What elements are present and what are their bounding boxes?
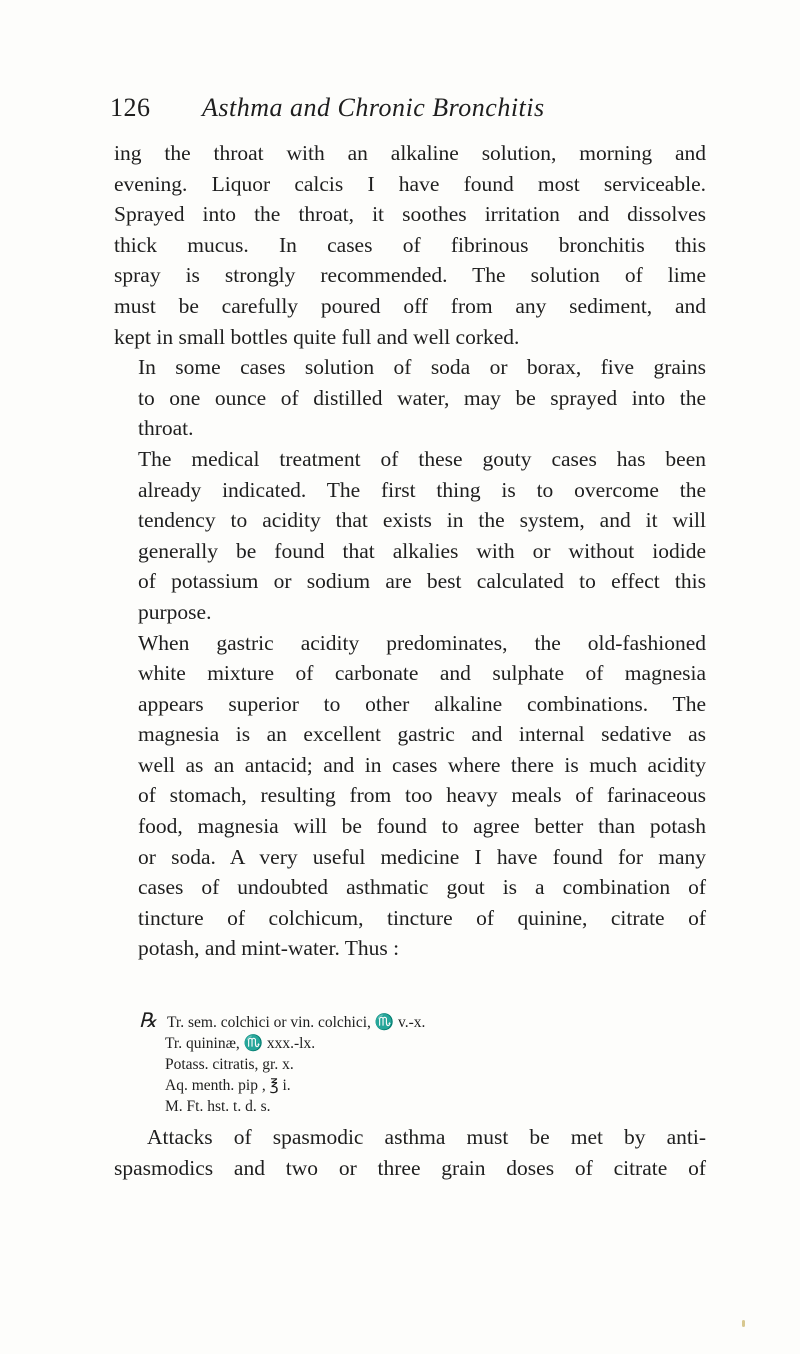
text-line: appears superior to other alkaline combinations. The [138, 691, 706, 716]
paragraph [114, 138, 706, 352]
text-line: purpose. [138, 599, 212, 624]
text-line: cases of undoubted asthmatic gout is a combination of [138, 875, 706, 900]
text-line: tincture of colchicum, tincture of quinine, citrate of [138, 905, 706, 930]
text-line: magnesia is an excellent gastric and internal sedative as [138, 722, 706, 747]
text-line: white mixture of carbonate and sulphate of magnesia [138, 661, 706, 686]
running-head [110, 90, 710, 126]
text-line: of potassium or sodium are best calculated to effect this [138, 569, 706, 594]
text-line: Sprayed into the throat, it soothes irritation and dissolves [114, 202, 706, 227]
paper-speck [742, 1320, 745, 1327]
text-line: spray is strongly recommended. The solution of lime [114, 263, 706, 288]
page-number: 126 [110, 93, 151, 122]
text-line: kept in small bottles quite full and well corked. [114, 324, 520, 349]
text-line: food, magnesia will be found to agree better than potash [138, 814, 706, 839]
recipe-symbol: ℞ [139, 1010, 157, 1032]
prescription [139, 1010, 685, 1117]
paragraph [114, 628, 706, 965]
text-line: tendency to acidity that exists in the system, and it will [138, 508, 706, 533]
text-line: ing the throat with an alkaline solution, morning and [114, 141, 706, 165]
closing-paragraph [114, 1122, 706, 1183]
text-line: When gastric acidity predominates, the old-fashioned [138, 630, 706, 655]
text-line: well as an antacid; and in cases where there is much acidity [138, 752, 706, 777]
text-line: must be carefully poured off from any sediment, and [114, 293, 706, 318]
prescription-line: Potass. citratis, gr. x. [165, 1056, 294, 1073]
paragraph [114, 444, 706, 628]
prescription-line: Aq. menth. pip , ℥ i. [165, 1077, 291, 1094]
text-line: thick mucus. In cases of fibrinous bronchitis this [114, 232, 706, 257]
body-text [114, 138, 706, 964]
running-title: Asthma and Chronic Bronchitis [202, 93, 545, 122]
prescription-line [139, 1010, 685, 1033]
text-line: of stomach, resulting from too heavy meals of farinaceous [138, 783, 706, 808]
text-line: to one ounce of distilled water, may be sprayed into the [138, 385, 706, 410]
text-line: In some cases solution of soda or borax, five grains [138, 355, 706, 380]
prescription-text: Tr. sem. colchici or vin. colchici, ♏ v.-x. [167, 1014, 426, 1031]
paragraph [114, 352, 706, 444]
prescription-line: Tr. quininæ, ♏ xxx.-lx. [165, 1035, 316, 1052]
text-line: throat. [138, 416, 194, 441]
text-line: already indicated. The first thing is to overcome the [138, 477, 706, 502]
text-line: The medical treatment of these gouty cases has been [138, 446, 706, 471]
text-line: generally be found that alkalies with or without iodide [138, 538, 706, 563]
text-line: spasmodics and two or three grain doses of citrate of [114, 1155, 706, 1180]
text-line: Attacks of spasmodic asthma must be met by anti- [147, 1125, 706, 1149]
text-line: potash, and mint-water. Thus : [138, 936, 400, 961]
text-line: evening. Liquor calcis I have found most serviceable. [114, 171, 706, 196]
text-line: or soda. A very useful medicine I have found for many [138, 844, 706, 869]
prescription-line: M. Ft. hst. t. d. s. [165, 1098, 271, 1115]
